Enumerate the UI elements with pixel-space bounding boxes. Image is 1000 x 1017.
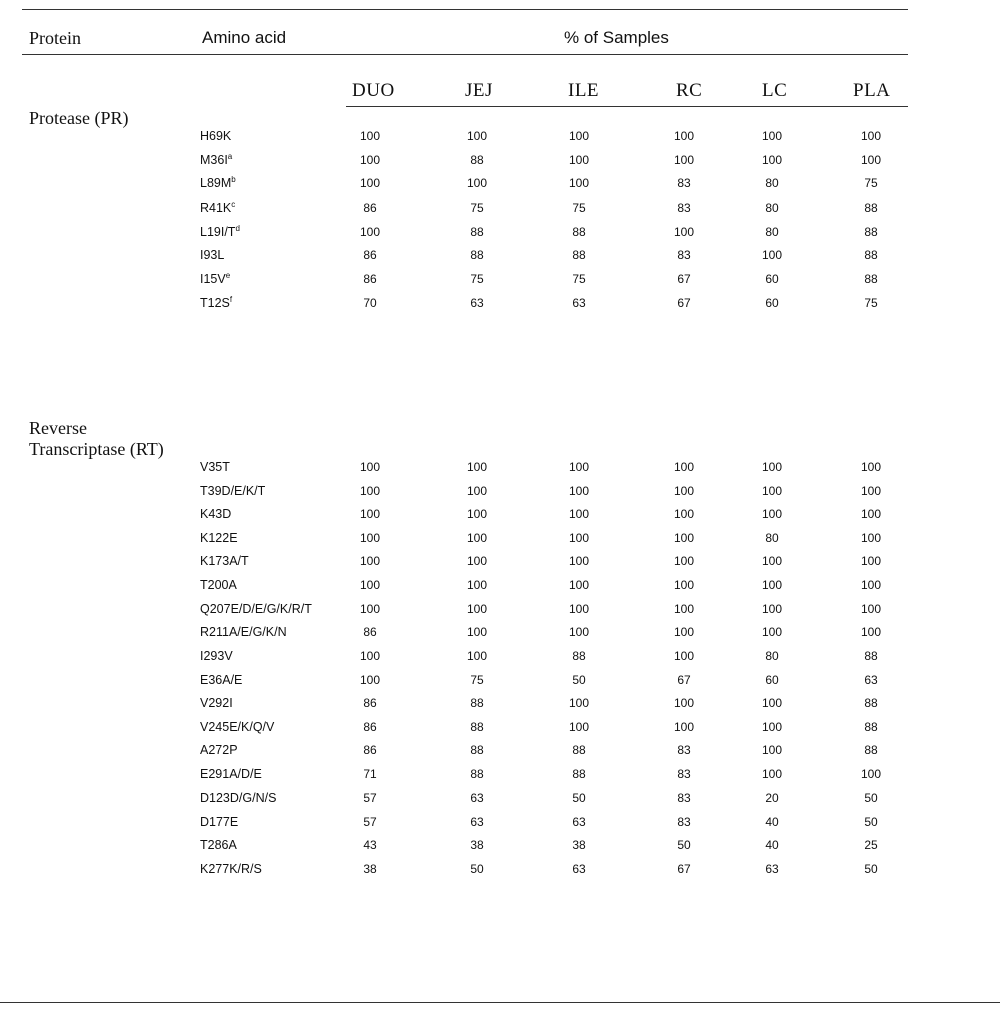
col-header-ile: ILE (568, 80, 600, 101)
amino-acid-label: T39D/E/K/T (200, 484, 266, 498)
section-label-line: Transcriptase (RT) (29, 439, 164, 459)
value-cell-ile: 100 (568, 554, 590, 568)
value-cell-ile: 50 (572, 673, 586, 687)
value-cell-pla: 100 (860, 554, 882, 568)
value-cell-rc: 100 (673, 554, 695, 568)
amino-acid-label: D177E (200, 815, 239, 829)
amino-acid-cell (200, 221, 240, 243)
value-cell-ile: 38 (572, 838, 586, 852)
amino-acid-label: K122E (200, 531, 238, 545)
value-cell-lc: 100 (761, 129, 783, 143)
amino-acid-cell (200, 787, 276, 809)
amino-acid-label: Q207E/D/E/G/K/R/T (200, 602, 312, 616)
value-cell-rc: 100 (673, 602, 695, 616)
section-label-line: Reverse (29, 418, 87, 438)
value-cell-rc: 100 (673, 153, 695, 167)
table-row (0, 787, 1000, 809)
col-header-pla: PLA (853, 80, 891, 101)
value-cell-pla: 88 (864, 720, 878, 734)
value-cell-rc: 67 (677, 862, 691, 876)
table-row (0, 669, 1000, 691)
value-cell-duo: 100 (359, 484, 381, 498)
value-cell-lc: 100 (761, 484, 783, 498)
value-cell-lc: 40 (765, 838, 779, 852)
amino-acid-cell (200, 716, 274, 738)
value-cell-rc: 100 (673, 578, 695, 592)
value-cell-rc: 83 (677, 201, 691, 215)
amino-acid-label: M36I (200, 153, 228, 167)
value-cell-rc: 100 (673, 507, 695, 521)
amino-acid-cell (200, 574, 237, 596)
value-cell-rc: 100 (673, 720, 695, 734)
amino-acid-label: V35T (200, 460, 230, 474)
value-cell-jej: 50 (470, 862, 484, 876)
value-cell-duo: 70 (363, 296, 377, 310)
amino-acid-cell (200, 503, 231, 525)
value-cell-duo: 100 (359, 673, 381, 687)
amino-acid-cell (200, 621, 287, 643)
table-row (0, 172, 1000, 194)
value-cell-ile: 88 (572, 743, 586, 757)
value-cell-lc: 100 (761, 767, 783, 781)
value-cell-ile: 100 (568, 625, 590, 639)
value-cell-duo: 86 (363, 201, 377, 215)
table-row (0, 550, 1000, 572)
value-cell-lc: 20 (765, 791, 779, 805)
value-cell-lc: 100 (761, 720, 783, 734)
value-cell-jej: 100 (466, 554, 488, 568)
value-cell-duo: 38 (363, 862, 377, 876)
value-cell-pla: 100 (860, 625, 882, 639)
value-cell-ile: 63 (572, 862, 586, 876)
table-row (0, 739, 1000, 761)
value-cell-lc: 100 (761, 625, 783, 639)
value-cell-pla: 25 (864, 838, 878, 852)
value-cell-lc: 60 (765, 272, 779, 286)
value-cell-jej: 88 (470, 743, 484, 757)
value-cell-ile: 100 (568, 602, 590, 616)
amino-acid-label: K277K/R/S (200, 862, 262, 876)
value-cell-rc: 83 (677, 767, 691, 781)
table-row (0, 527, 1000, 549)
amino-acid-cell (200, 172, 236, 194)
value-cell-duo: 100 (359, 460, 381, 474)
table-row (0, 645, 1000, 667)
value-cell-ile: 88 (572, 649, 586, 663)
value-cell-jej: 38 (470, 838, 484, 852)
value-cell-pla: 50 (864, 862, 878, 876)
value-cell-jej: 88 (470, 225, 484, 239)
value-cell-jej: 88 (470, 720, 484, 734)
amino-acid-label: H69K (200, 129, 232, 143)
amino-acid-label: D123D/G/N/S (200, 791, 277, 805)
amino-acid-label: I15V (200, 272, 226, 286)
value-cell-ile: 100 (568, 153, 590, 167)
amino-acid-cell (200, 669, 242, 691)
col-header-jej: JEJ (465, 80, 493, 101)
table-row (0, 834, 1000, 856)
value-cell-pla: 100 (860, 484, 882, 498)
value-cell-duo: 100 (359, 578, 381, 592)
value-cell-pla: 88 (864, 272, 878, 286)
table-row (0, 858, 1000, 880)
value-cell-jej: 88 (470, 248, 484, 262)
value-cell-pla: 88 (864, 743, 878, 757)
value-cell-ile: 100 (568, 720, 590, 734)
table-row (0, 197, 1000, 219)
amino-acid-label: V292I (200, 696, 233, 710)
footnote-marker: d (235, 223, 240, 233)
value-cell-lc: 63 (765, 862, 779, 876)
amino-acid-label: K173A/T (200, 554, 249, 568)
amino-acid-cell (200, 125, 231, 147)
value-cell-duo: 100 (359, 225, 381, 239)
value-cell-jej: 75 (470, 673, 484, 687)
footnote-marker: e (225, 270, 231, 280)
value-cell-pla: 88 (864, 649, 878, 663)
table-row (0, 598, 1000, 620)
value-cell-jej: 63 (470, 815, 484, 829)
value-cell-duo: 71 (363, 767, 377, 781)
value-cell-pla: 100 (860, 602, 882, 616)
amino-acid-label: T12S (200, 296, 230, 310)
value-cell-duo: 86 (363, 743, 377, 757)
value-cell-rc: 67 (677, 296, 691, 310)
value-cell-duo: 100 (359, 531, 381, 545)
value-cell-lc: 60 (765, 296, 779, 310)
value-cell-lc: 100 (761, 578, 783, 592)
amino-acid-header: Amino acid (202, 28, 287, 47)
amino-acid-cell (200, 598, 312, 620)
value-cell-ile: 50 (572, 791, 586, 805)
value-cell-jej: 100 (466, 129, 488, 143)
value-cell-rc: 67 (677, 673, 691, 687)
amino-acid-cell (200, 834, 237, 856)
value-cell-lc: 100 (761, 460, 783, 474)
value-cell-rc: 100 (673, 460, 695, 474)
table-row (0, 480, 1000, 502)
table-row (0, 692, 1000, 714)
value-cell-duo: 86 (363, 720, 377, 734)
value-cell-pla: 88 (864, 225, 878, 239)
value-cell-duo: 86 (363, 696, 377, 710)
table-row (0, 621, 1000, 643)
value-cell-lc: 100 (761, 602, 783, 616)
table-row (0, 268, 1000, 290)
value-cell-ile: 100 (568, 578, 590, 592)
value-cell-duo: 86 (363, 248, 377, 262)
amino-acid-cell (200, 268, 230, 290)
amino-acid-label: I293V (200, 649, 233, 663)
value-cell-pla: 100 (860, 129, 882, 143)
value-cell-jej: 100 (466, 507, 488, 521)
amino-acid-label: R211A/E/G/K/N (200, 625, 287, 639)
value-cell-jej: 100 (466, 625, 488, 639)
value-cell-duo: 100 (359, 129, 381, 143)
value-cell-pla: 88 (864, 696, 878, 710)
amino-acid-cell (200, 292, 232, 314)
value-cell-ile: 75 (572, 272, 586, 286)
value-cell-duo: 100 (359, 649, 381, 663)
value-cell-lc: 100 (761, 696, 783, 710)
table-row (0, 244, 1000, 266)
section-label-line: Protease (PR) (29, 108, 129, 128)
value-cell-ile: 75 (572, 201, 586, 215)
value-cell-pla: 100 (860, 767, 882, 781)
footnote-marker: a (227, 151, 233, 161)
value-cell-duo: 100 (359, 602, 381, 616)
value-cell-pla: 63 (864, 673, 878, 687)
value-cell-jej: 88 (470, 696, 484, 710)
value-cell-duo: 86 (363, 272, 377, 286)
value-cell-ile: 63 (572, 815, 586, 829)
value-cell-rc: 50 (677, 838, 691, 852)
amino-acid-cell (200, 456, 230, 478)
value-cell-jej: 100 (466, 531, 488, 545)
value-cell-duo: 86 (363, 625, 377, 639)
value-cell-jej: 88 (470, 767, 484, 781)
value-cell-duo: 100 (359, 176, 381, 190)
amino-acid-cell (200, 149, 232, 171)
table-row (0, 763, 1000, 785)
value-cell-ile: 100 (568, 484, 590, 498)
value-cell-ile: 100 (568, 176, 590, 190)
value-cell-jej: 100 (466, 176, 488, 190)
value-cell-ile: 88 (572, 225, 586, 239)
value-cell-ile: 100 (568, 531, 590, 545)
value-cell-jej: 63 (470, 296, 484, 310)
value-cell-jej: 63 (470, 791, 484, 805)
footnote-marker: b (231, 174, 236, 184)
value-cell-lc: 80 (765, 176, 779, 190)
value-cell-duo: 57 (363, 815, 377, 829)
amino-acid-label: E291A/D/E (200, 767, 262, 781)
value-cell-duo: 100 (359, 153, 381, 167)
amino-acid-cell (200, 692, 233, 714)
value-cell-jej: 100 (466, 578, 488, 592)
value-cell-pla: 75 (864, 176, 878, 190)
amino-acid-cell (200, 645, 233, 667)
value-cell-rc: 100 (673, 625, 695, 639)
value-cell-jej: 88 (470, 153, 484, 167)
amino-acid-cell (200, 244, 224, 266)
value-cell-pla: 75 (864, 296, 878, 310)
value-cell-ile: 63 (572, 296, 586, 310)
value-cell-pla: 100 (860, 507, 882, 521)
value-cell-lc: 60 (765, 673, 779, 687)
value-cell-pla: 100 (860, 460, 882, 474)
value-cell-ile: 88 (572, 248, 586, 262)
table-row (0, 811, 1000, 833)
value-cell-duo: 57 (363, 791, 377, 805)
table-row (0, 292, 1000, 314)
value-cell-pla: 100 (860, 153, 882, 167)
value-cell-rc: 100 (673, 696, 695, 710)
table-row (0, 125, 1000, 147)
amino-acid-cell (200, 197, 235, 219)
table-row (0, 503, 1000, 525)
table-row (0, 221, 1000, 243)
amino-acid-cell (200, 480, 265, 502)
amino-acid-label: T200A (200, 578, 237, 592)
value-cell-rc: 100 (673, 531, 695, 545)
value-cell-pla: 88 (864, 201, 878, 215)
value-cell-rc: 100 (673, 129, 695, 143)
amino-acid-label: A272P (200, 743, 238, 757)
value-cell-lc: 100 (761, 507, 783, 521)
value-cell-lc: 100 (761, 743, 783, 757)
value-cell-lc: 40 (765, 815, 779, 829)
col-header-lc: LC (762, 80, 788, 101)
amino-acid-label: K43D (200, 507, 232, 521)
value-cell-rc: 67 (677, 272, 691, 286)
footnote-marker: f (229, 294, 233, 304)
value-cell-ile: 100 (568, 460, 590, 474)
amino-acid-label: L89M (200, 176, 232, 190)
top-rule (22, 9, 908, 10)
value-cell-jej: 100 (466, 484, 488, 498)
value-cell-ile: 100 (568, 696, 590, 710)
value-cell-jej: 100 (466, 460, 488, 474)
value-cell-rc: 83 (677, 791, 691, 805)
value-cell-pla: 50 (864, 791, 878, 805)
amino-acid-cell (200, 550, 249, 572)
table-row (0, 574, 1000, 596)
value-cell-rc: 100 (673, 649, 695, 663)
col-header-duo: DUO (352, 80, 395, 101)
value-cell-pla: 100 (860, 531, 882, 545)
value-cell-duo: 100 (359, 507, 381, 521)
value-cell-lc: 100 (761, 554, 783, 568)
table-row (0, 149, 1000, 171)
section-reverse-transcriptase (29, 418, 164, 460)
value-cell-ile: 88 (572, 767, 586, 781)
value-cell-rc: 100 (673, 484, 695, 498)
value-cell-rc: 83 (677, 743, 691, 757)
value-cell-duo: 43 (363, 838, 377, 852)
value-cell-jej: 100 (466, 649, 488, 663)
value-cell-lc: 80 (765, 531, 779, 545)
footnote-marker: c (231, 199, 236, 209)
amino-acid-cell (200, 763, 262, 785)
value-cell-pla: 88 (864, 248, 878, 262)
value-cell-jej: 100 (466, 602, 488, 616)
value-cell-lc: 80 (765, 225, 779, 239)
amino-acid-cell (200, 858, 262, 880)
amino-acid-label: E36A/E (200, 673, 243, 687)
amino-acid-label: L19I/T (200, 225, 236, 239)
value-cell-ile: 100 (568, 129, 590, 143)
column-header-rule (346, 106, 908, 107)
value-cell-pla: 50 (864, 815, 878, 829)
table-row (0, 456, 1000, 478)
table-row (0, 716, 1000, 738)
value-cell-rc: 83 (677, 815, 691, 829)
value-cell-rc: 100 (673, 225, 695, 239)
amino-acid-label: R41K (200, 201, 232, 215)
protein-header: Protein (29, 28, 81, 48)
amino-acid-label: T286A (200, 838, 237, 852)
header-rule (22, 54, 908, 55)
samples-header: % of Samples (564, 28, 669, 47)
value-cell-lc: 100 (761, 248, 783, 262)
value-cell-jej: 75 (470, 201, 484, 215)
value-cell-rc: 83 (677, 248, 691, 262)
value-cell-duo: 100 (359, 554, 381, 568)
value-cell-ile: 100 (568, 507, 590, 521)
amino-acid-label: V245E/K/Q/V (200, 720, 275, 734)
amino-acid-label: I93L (200, 248, 225, 262)
value-cell-lc: 100 (761, 153, 783, 167)
amino-acid-cell (200, 739, 238, 761)
value-cell-lc: 80 (765, 649, 779, 663)
value-cell-rc: 83 (677, 176, 691, 190)
value-cell-pla: 100 (860, 578, 882, 592)
amino-acid-cell (200, 527, 238, 549)
value-cell-lc: 80 (765, 201, 779, 215)
amino-acid-cell (200, 811, 238, 833)
col-header-rc: RC (676, 80, 703, 101)
bottom-rule (0, 1002, 1000, 1003)
value-cell-jej: 75 (470, 272, 484, 286)
